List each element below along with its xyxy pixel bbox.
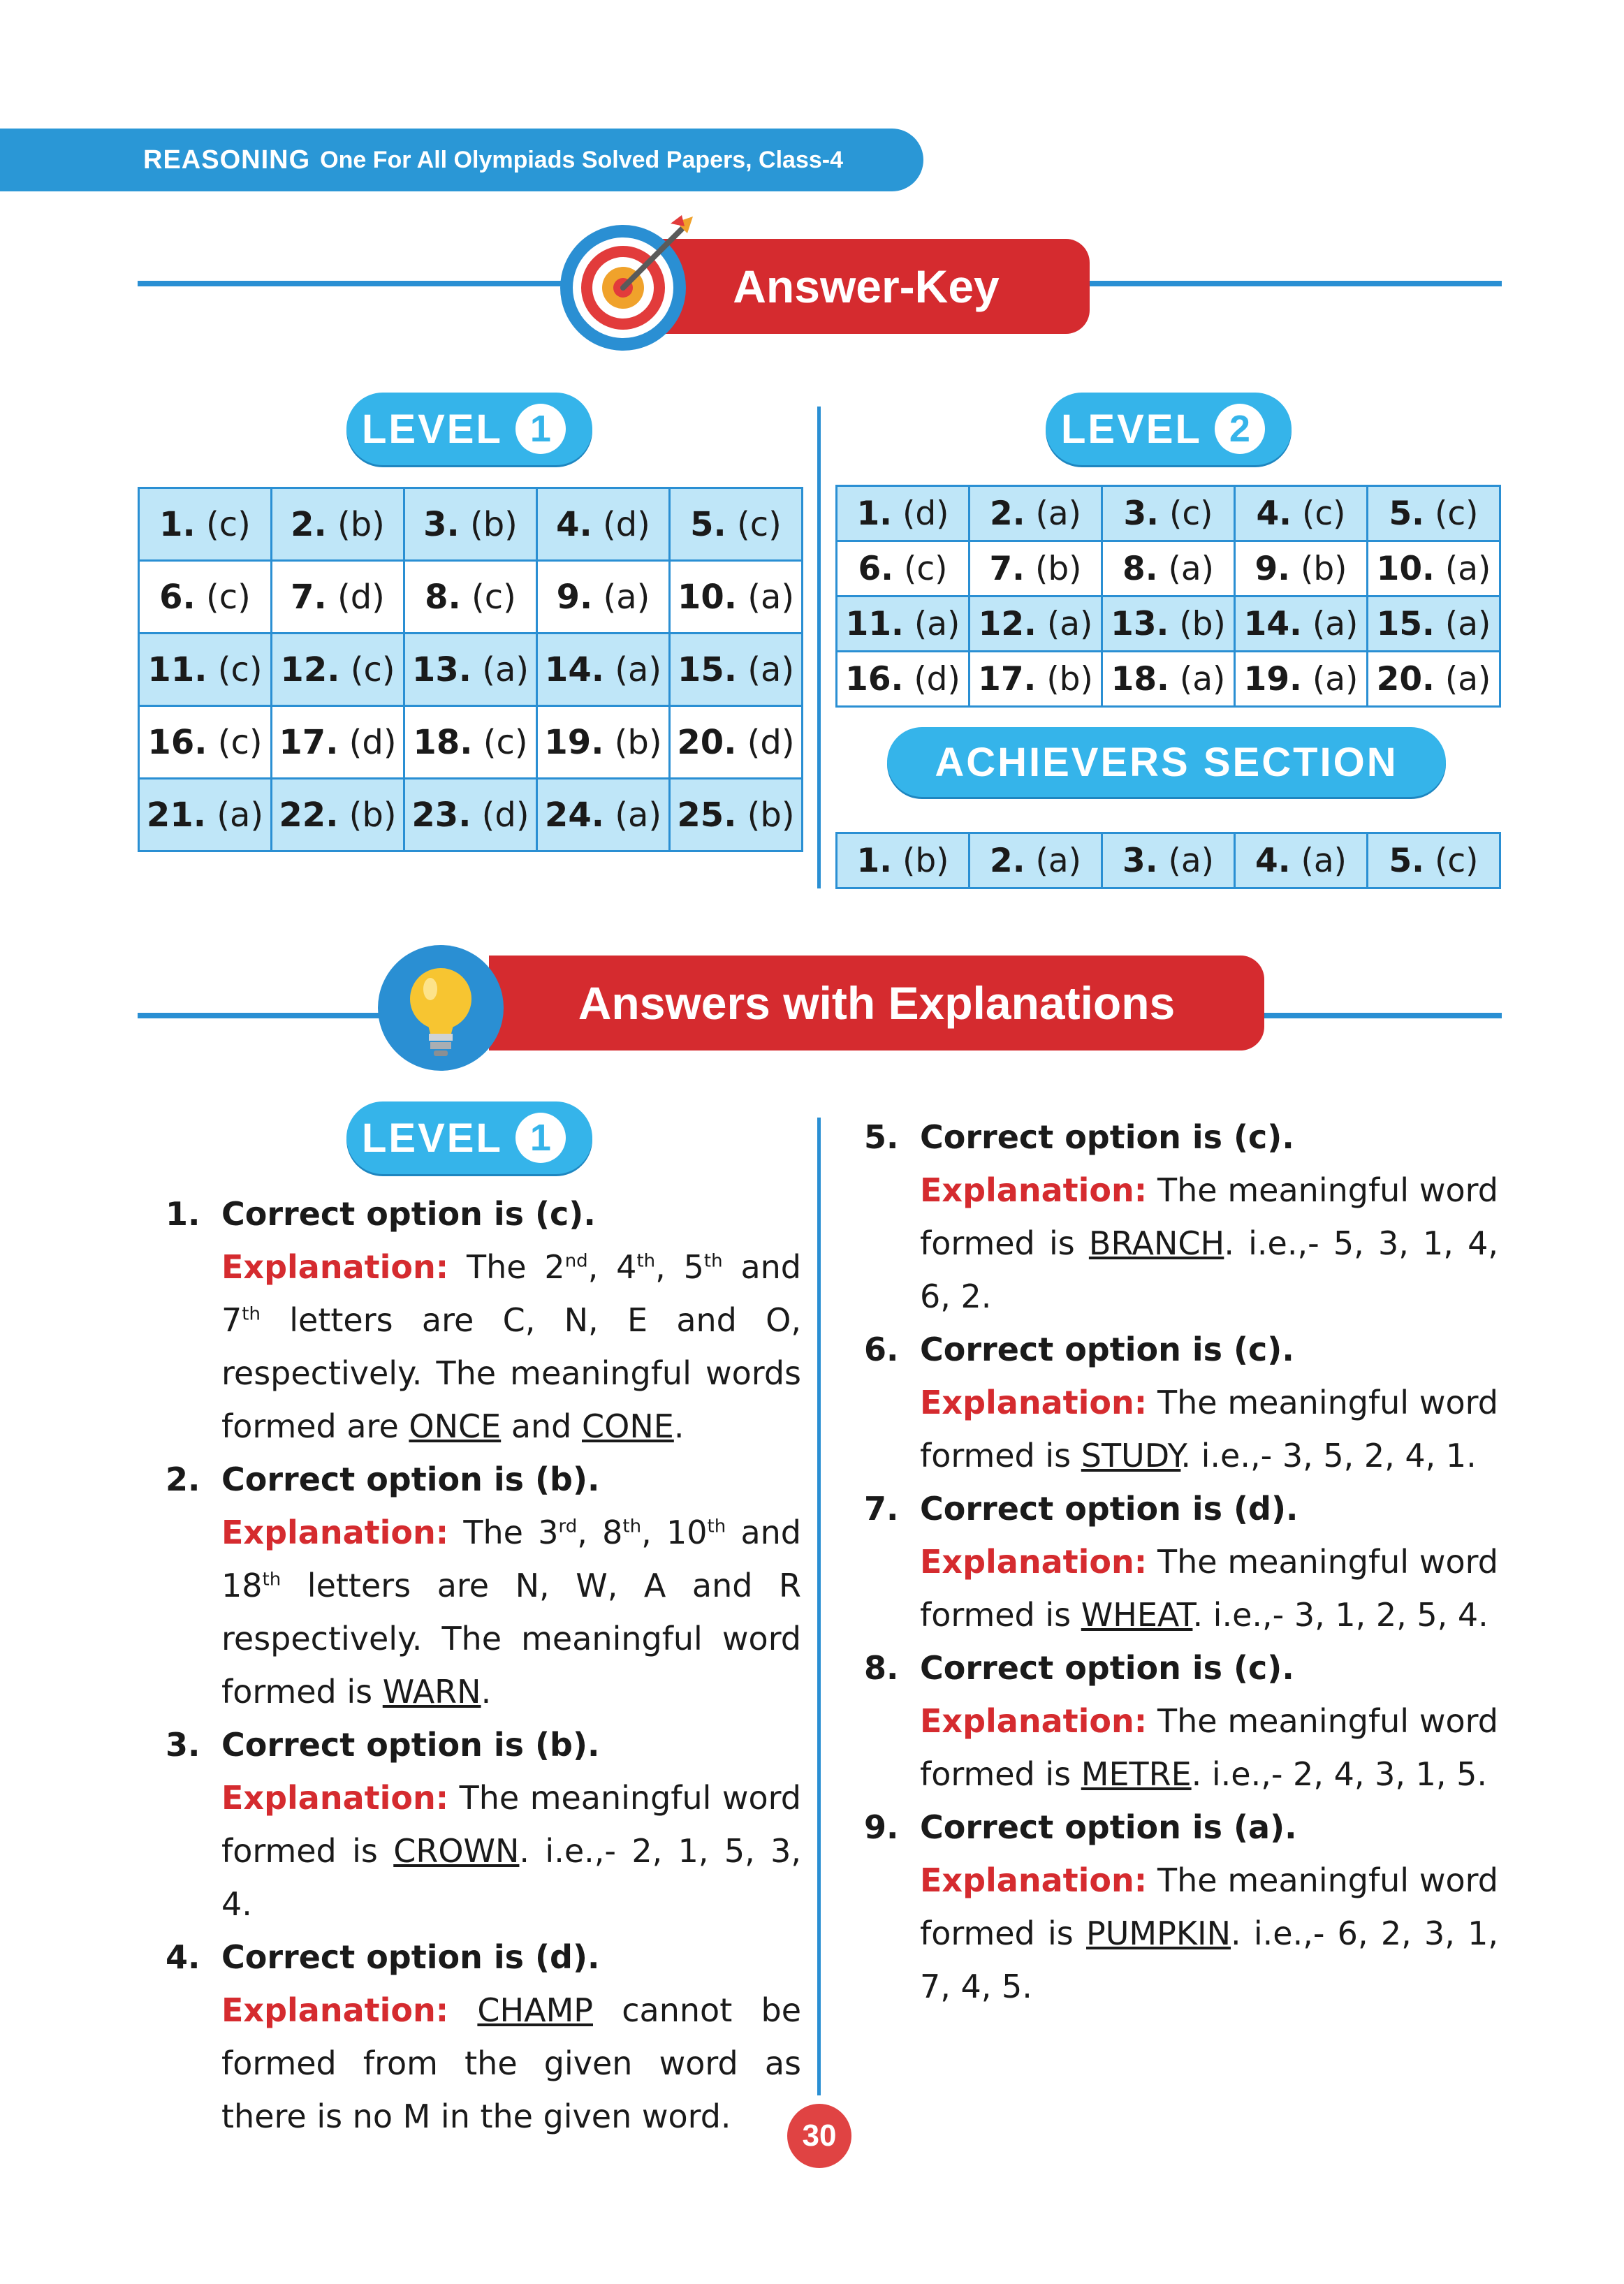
explanation-text: . i.e.,- 2, 1, 5, 3, 4.: [221, 1832, 801, 1923]
answer-cell: [139, 561, 272, 634]
achievers-title: ACHIEVERS SECTION: [935, 739, 1398, 785]
explanation-5: [864, 1164, 1498, 1323]
book-header: [0, 129, 923, 191]
superscript: rd: [558, 1516, 578, 1537]
book-title: One For All Olympiads Solved Papers, Class-4: [320, 146, 844, 173]
answer-option: (a): [1025, 841, 1081, 880]
explanation-text: The meaningful word formed is: [920, 1543, 1498, 1634]
answer-option: (a): [1301, 604, 1359, 643]
superscript: nd: [564, 1250, 588, 1272]
answer-cell: [537, 706, 670, 779]
answer-cell: [1102, 833, 1235, 888]
answer-number: 4.: [556, 504, 592, 544]
question-8: [864, 1641, 1498, 1694]
answer-option: (b): [1025, 549, 1082, 588]
answer-option: (a): [1301, 659, 1359, 698]
answer-number: 3.: [1122, 841, 1158, 880]
answer-cell: [537, 779, 670, 851]
question-number: 7.: [864, 1490, 899, 1528]
answer-option: (a): [1434, 549, 1491, 588]
explanation-label: Explanation:: [221, 1514, 449, 1551]
answer-option: (b): [338, 795, 397, 835]
answer-word: CHAMP: [477, 1991, 593, 2029]
lightbulb-icon: [376, 943, 506, 1073]
answer-word: WHEAT: [1081, 1596, 1193, 1634]
explanation-text: .: [673, 1407, 685, 1445]
explanation-label: Explanation:: [920, 1543, 1148, 1581]
answer-option: (d): [326, 577, 385, 617]
answer-row: [139, 706, 803, 779]
answer-option: (c): [1159, 494, 1213, 533]
answer-number: 10.: [677, 577, 737, 617]
superscript: th: [622, 1516, 642, 1537]
answer-row: [139, 779, 803, 851]
explanation-1: [166, 1240, 801, 1453]
question-heading: Correct option is (d).: [920, 1490, 1299, 1528]
superscript: th: [703, 1250, 723, 1272]
answer-word: BRANCH: [1088, 1224, 1224, 1262]
explanation-text: The 3: [448, 1514, 559, 1551]
superscript: th: [636, 1250, 656, 1272]
answer-cell: [272, 488, 404, 561]
answer-cell: [970, 833, 1102, 888]
question-7: [864, 1482, 1498, 1535]
answer-number: 1.: [856, 841, 893, 880]
explanations-level-label: LEVEL: [362, 1115, 503, 1161]
answer-cell: [404, 488, 537, 561]
explanation-text: , 10: [641, 1514, 708, 1551]
explanation-label: Explanation:: [920, 1171, 1148, 1209]
answer-number: 12.: [280, 650, 340, 689]
answer-number: 1.: [856, 494, 893, 533]
answer-cell: [670, 561, 803, 634]
explanation-text: The meaningful word formed is: [221, 1779, 801, 1870]
answer-number: 13.: [411, 650, 471, 689]
answer-number: 19.: [544, 722, 604, 762]
answer-option: (c): [339, 650, 395, 689]
answer-cell: [1102, 486, 1235, 541]
explanation-9: [864, 1854, 1498, 2013]
explanations-level-badge: [346, 1101, 592, 1174]
answer-number: 14.: [1243, 604, 1302, 643]
answer-option: (b): [1169, 604, 1226, 643]
answer-cell: [970, 486, 1102, 541]
answer-option: (a): [471, 650, 529, 689]
answer-cell: [139, 779, 272, 851]
answer-number: 16.: [147, 722, 207, 762]
answer-option: (b): [603, 722, 662, 762]
answer-option: (d): [736, 722, 795, 762]
answer-cell: [1368, 833, 1500, 888]
answer-row: [139, 488, 803, 561]
answer-cell: [404, 634, 537, 706]
answer-key-title: Answer-Key: [733, 261, 1000, 312]
answer-option: (d): [338, 722, 397, 762]
answer-cell: [1368, 596, 1500, 652]
answer-number: 20.: [677, 722, 737, 762]
answer-option: (d): [892, 494, 949, 533]
question-9: [864, 1801, 1498, 1854]
answer-cell: [404, 561, 537, 634]
answer-cell: [670, 706, 803, 779]
answer-option: (c): [460, 577, 516, 617]
question-number: 4.: [166, 1938, 200, 1976]
answer-cell: [970, 541, 1102, 596]
answer-number: 12.: [978, 604, 1037, 643]
explanation-4: [166, 1984, 801, 2143]
answer-option: (a): [1157, 841, 1214, 880]
answer-number: 3.: [1123, 494, 1160, 533]
explanation-label: Explanation:: [920, 1384, 1148, 1421]
answer-number: 9.: [556, 577, 593, 617]
answer-number: 7.: [291, 577, 327, 617]
answer-number: 23.: [411, 795, 471, 835]
question-1: [166, 1187, 801, 1240]
answer-option: (a): [903, 604, 960, 643]
answer-cell: [537, 488, 670, 561]
answer-number: 19.: [1243, 659, 1302, 698]
answer-option: (b): [326, 504, 385, 544]
answer-cell: [272, 779, 404, 851]
answer-option: (a): [736, 577, 795, 617]
answer-cell: [837, 486, 970, 541]
answer-cell: [139, 634, 272, 706]
explanations-left-column: [166, 1187, 801, 2143]
superscript: th: [262, 1569, 281, 1590]
answer-row: [837, 652, 1500, 707]
explanation-text: and 18: [221, 1514, 801, 1604]
answer-cell: [970, 652, 1102, 707]
answer-cell: [970, 596, 1102, 652]
answer-word: METRE: [1081, 1755, 1192, 1793]
answer-word: STUDY: [1081, 1437, 1181, 1474]
answer-cell: [837, 833, 970, 888]
question-number: 6.: [864, 1331, 899, 1368]
answer-number: 11.: [147, 650, 207, 689]
answer-number: 3.: [423, 504, 460, 544]
target-arrow-icon: [559, 210, 705, 356]
answer-option: (a): [1157, 549, 1214, 588]
achievers-section-badge: [887, 727, 1446, 797]
answer-option: (d): [592, 504, 650, 544]
answer-number: 21.: [146, 795, 206, 835]
answer-cell: [537, 561, 670, 634]
page-number: [787, 2104, 851, 2168]
answer-number: 13.: [1111, 604, 1169, 643]
level-2-label: LEVEL: [1061, 406, 1202, 452]
question-number: 3.: [166, 1726, 200, 1764]
answer-option: (c): [472, 722, 528, 762]
answer-option: (a): [1434, 604, 1491, 643]
page-number-text: 30: [802, 2118, 837, 2153]
explanation-label: Explanation:: [920, 1702, 1148, 1740]
explanation-label: Explanation:: [920, 1861, 1148, 1899]
question-number: 9.: [864, 1808, 899, 1846]
answer-number: 18.: [1111, 659, 1169, 698]
answer-cell: [1102, 541, 1235, 596]
explanation-label: Explanation:: [221, 1991, 449, 2029]
explanation-text: . i.e.,- 6, 2, 3, 1, 7, 4, 5.: [920, 1915, 1498, 2005]
answer-cell: [1102, 652, 1235, 707]
answer-number: 8.: [425, 577, 461, 617]
answer-number: 16.: [845, 659, 904, 698]
explanation-text: , 4: [587, 1248, 637, 1286]
answer-row: [837, 596, 1500, 652]
explanation-text: .: [481, 1673, 492, 1711]
explanation-label: Explanation:: [221, 1248, 449, 1286]
answer-cell: [1368, 541, 1500, 596]
level-1-number: 1: [515, 404, 566, 454]
answer-word: CONE: [582, 1407, 674, 1445]
answer-option: (a): [1290, 841, 1347, 880]
question-number: 8.: [864, 1649, 899, 1687]
answer-number: 2.: [291, 504, 327, 544]
answer-option: (a): [592, 577, 650, 617]
answer-option: (b): [1290, 549, 1347, 588]
answer-cell: [404, 706, 537, 779]
explanation-text: The meaningful word formed is: [920, 1702, 1498, 1793]
answer-cell: [1368, 652, 1500, 707]
answer-option: (c): [207, 650, 263, 689]
question-3: [166, 1718, 801, 1771]
explanation-text: . i.e.,- 3, 5, 2, 4, 1.: [1180, 1437, 1477, 1474]
answer-number: 8.: [1122, 549, 1158, 588]
question-heading: Correct option is (b).: [221, 1726, 600, 1764]
question-heading: Correct option is (c).: [920, 1118, 1294, 1156]
explanation-text: . i.e.,- 5, 3, 1, 4, 6, 2.: [920, 1224, 1498, 1315]
answer-number: 4.: [1255, 841, 1291, 880]
explanation-text: The 2: [467, 1248, 565, 1286]
explanation-text: The meaningful word formed is: [920, 1384, 1498, 1474]
answer-number: 15.: [677, 650, 737, 689]
answer-option: (d): [903, 659, 960, 698]
question-heading: Correct option is (c).: [920, 1331, 1294, 1368]
answer-option: (a): [1169, 659, 1226, 698]
explanation-text: letters are N, W, A and R respectively. The meaningful word formed is: [221, 1567, 801, 1711]
explanation-text: , 8: [577, 1514, 623, 1551]
answer-cell: [670, 488, 803, 561]
answer-cell: [1235, 652, 1368, 707]
answer-option: (b): [892, 841, 949, 880]
explanations-title: Answers with Explanations: [578, 977, 1176, 1029]
answer-number: 15.: [1376, 604, 1435, 643]
answer-word: CROWN: [393, 1832, 520, 1870]
explanation-2: [166, 1506, 801, 1718]
question-heading: Correct option is (a).: [920, 1808, 1297, 1846]
explanations-divider: [817, 1118, 821, 2095]
answer-option: (c): [207, 722, 263, 762]
answer-number: 24.: [544, 795, 604, 835]
answer-number: 6.: [858, 549, 894, 588]
answer-row: [837, 486, 1500, 541]
answer-number: 10.: [1376, 549, 1435, 588]
answer-cell: [670, 779, 803, 851]
question-2: [166, 1453, 801, 1506]
answer-word: ONCE: [409, 1407, 502, 1445]
level-2-badge: [1046, 393, 1292, 465]
question-heading: Correct option is (c).: [920, 1649, 1294, 1687]
answer-cell: [1235, 833, 1368, 888]
answer-number: 22.: [279, 795, 339, 835]
question-6: [864, 1323, 1498, 1376]
answer-number: 5.: [690, 504, 726, 544]
answer-cell: [1235, 541, 1368, 596]
explanation-text: The meaningful word formed is: [920, 1171, 1498, 1262]
answer-option: (a): [736, 650, 795, 689]
answer-number: 4.: [1256, 494, 1292, 533]
answer-option: (a): [1434, 659, 1491, 698]
superscript: th: [242, 1303, 261, 1325]
explanation-text: and: [501, 1407, 582, 1445]
level-1-label: LEVEL: [362, 406, 503, 452]
answer-cell: [670, 634, 803, 706]
question-5: [864, 1111, 1498, 1164]
answer-number: 5.: [1389, 494, 1425, 533]
answer-cell: [837, 652, 970, 707]
explanations-right-column: [864, 1111, 1498, 2013]
answer-number: 11.: [845, 604, 904, 643]
question-number: 2.: [166, 1461, 200, 1498]
explanation-text: and 7: [221, 1248, 802, 1339]
explanation-6: [864, 1376, 1498, 1482]
answer-row: [837, 833, 1500, 888]
answer-option: (a): [603, 795, 662, 835]
explanation-text: . i.e.,- 2, 4, 3, 1, 5.: [1191, 1755, 1487, 1793]
answer-option: (c): [726, 504, 782, 544]
subject-label: REASONING: [143, 145, 311, 175]
answer-option: (c): [893, 549, 948, 588]
answer-option: (b): [736, 795, 795, 835]
answer-cell: [1102, 596, 1235, 652]
question-heading: Correct option is (d).: [221, 1938, 600, 1976]
answer-cell: [1235, 596, 1368, 652]
answer-option: (a): [603, 650, 662, 689]
answer-option: (a): [205, 795, 264, 835]
answer-number: 17.: [978, 659, 1037, 698]
answer-cell: [537, 634, 670, 706]
answer-number: 17.: [279, 722, 339, 762]
answer-option: (b): [459, 504, 518, 544]
answer-option: (c): [195, 577, 251, 617]
explanation-text: . i.e.,- 3, 1, 2, 5, 4.: [1192, 1596, 1488, 1634]
explanation-8: [864, 1694, 1498, 1801]
answer-number: 20.: [1376, 659, 1435, 698]
answer-option: (c): [1424, 494, 1479, 533]
answer-number: 9.: [1254, 549, 1291, 588]
superscript: th: [707, 1516, 726, 1537]
explanations-banner: [489, 956, 1264, 1051]
answer-word: WARN: [382, 1673, 481, 1711]
answer-row: [139, 561, 803, 634]
answer-cell: [1368, 486, 1500, 541]
answer-key-divider: [817, 407, 821, 888]
answer-number: 2.: [990, 494, 1025, 533]
explanation-text: , 5: [655, 1248, 704, 1286]
answer-number: 18.: [413, 722, 473, 762]
answer-option: (d): [471, 795, 529, 835]
answer-option: (a): [1036, 604, 1093, 643]
answer-option: (b): [1036, 659, 1093, 698]
answer-option: (c): [1424, 841, 1479, 880]
answer-number: 2.: [990, 841, 1025, 880]
explanation-7: [864, 1535, 1498, 1641]
explanation-3: [166, 1771, 801, 1931]
answer-cell: [1235, 486, 1368, 541]
answer-number: 5.: [1389, 841, 1425, 880]
answer-cell: [837, 596, 970, 652]
level-1-badge: [346, 393, 592, 465]
question-number: 5.: [864, 1118, 899, 1156]
explanations-level-number: 1: [515, 1113, 566, 1163]
level-2-number: 2: [1215, 404, 1265, 454]
answer-cell: [272, 561, 404, 634]
answer-number: 7.: [989, 549, 1025, 588]
answer-key-banner: [643, 239, 1090, 334]
answer-row: [139, 634, 803, 706]
answer-cell: [837, 541, 970, 596]
answer-cell: [139, 488, 272, 561]
answer-row: [837, 541, 1500, 596]
question-number: 1.: [166, 1195, 200, 1233]
answer-word: PUMPKIN: [1086, 1915, 1231, 1952]
explanation-label: Explanation:: [221, 1779, 449, 1817]
achievers-answer-table: [835, 832, 1501, 889]
explanation-text: letters are C, N, E and O, respectively. The meaningful words formed are: [221, 1301, 801, 1445]
answer-option: (c): [195, 504, 251, 544]
question-heading: Correct option is (c).: [221, 1195, 596, 1233]
answer-cell: [272, 634, 404, 706]
answer-option: (a): [1025, 494, 1081, 533]
answer-number: 1.: [159, 504, 196, 544]
question-heading: Correct option is (b).: [221, 1461, 600, 1498]
answer-cell: [404, 779, 537, 851]
answer-number: 6.: [159, 577, 196, 617]
level-2-answer-table: [835, 485, 1501, 708]
explanation-text: The meaningful word formed is: [920, 1861, 1498, 1952]
question-4: [166, 1931, 801, 1984]
answer-number: 14.: [544, 650, 604, 689]
answer-cell: [272, 706, 404, 779]
answer-option: (c): [1292, 494, 1346, 533]
answer-cell: [139, 706, 272, 779]
explanation-text: cannot be formed from the given word as there is no M in the given word.: [221, 1991, 801, 2135]
level-1-answer-table: [138, 487, 803, 852]
answer-number: 25.: [677, 795, 737, 835]
